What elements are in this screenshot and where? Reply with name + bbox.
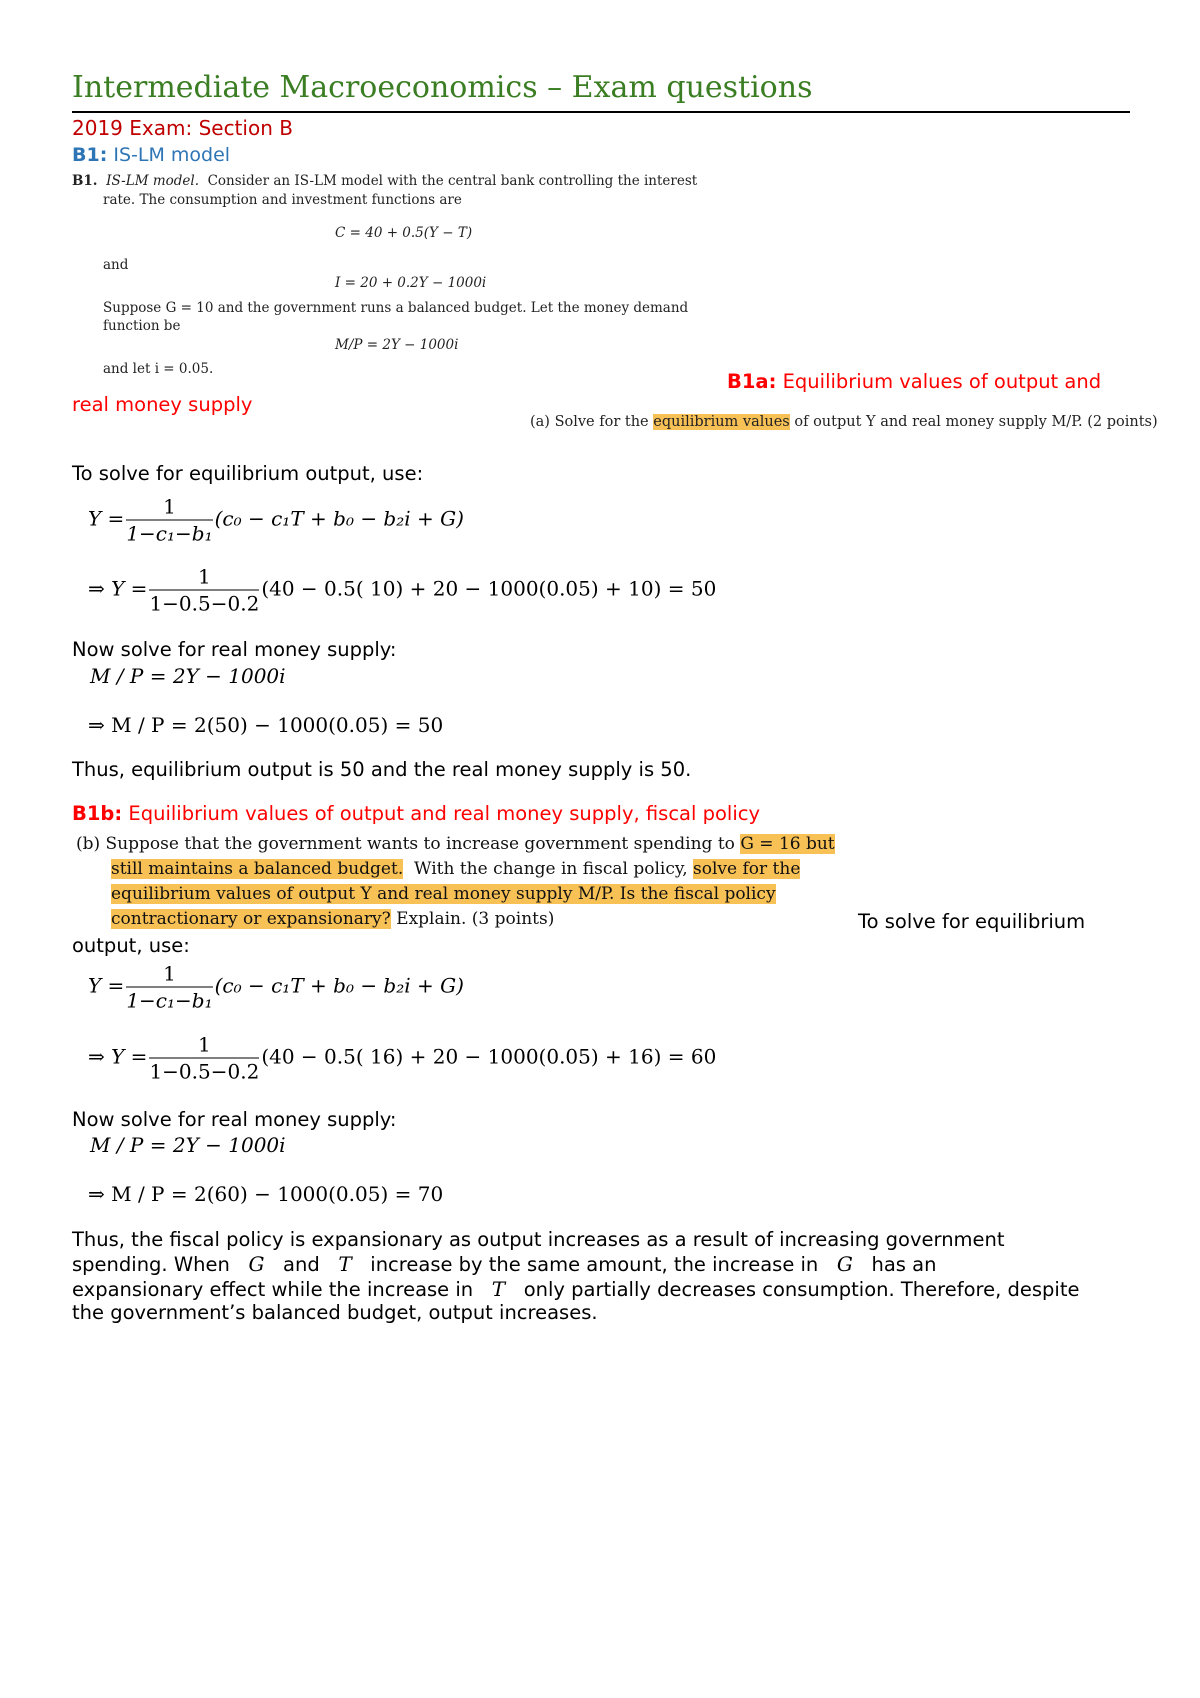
question-suppose-line-1: Suppose G = 10 and the government runs a balanced budget. Let the money demand (103, 300, 689, 316)
b1a-general-formula: Y = $\frac{1}{\text{1−c₁−b₁}}$ (c₀ − c₁T + b₀ − b₂i + G) (88, 494, 464, 546)
b1b-intro-line-2: output, use: (72, 934, 190, 957)
b1b-label: B1b: (72, 802, 123, 825)
b1a-money-equation: M / P = 2Y − 1000i (90, 664, 286, 688)
b1b-output-calculation: ⇒ Y = $\frac{1}{1-0.5-0.2}$ (40 − 0.5( 16) + 20 − 1000(0.05) + 16) = 60 (88, 1032, 717, 1084)
b1b-general-fraction: $\frac{1}{\text{1−c₁−b₁}}$ (126, 961, 213, 1013)
b1b-conclusion-line-1: Thus, the fiscal policy is expansionary as output increases as a result of increasing government (72, 1228, 1005, 1251)
question-part-b-line-3: equilibrium values of output Y and real money supply M/P. Is the fiscal policy (111, 884, 776, 904)
question-part-b-line-4: contractionary or expansionary? Explain. (3 points) (111, 909, 555, 929)
b1-label: B1: (72, 144, 108, 166)
part-a-highlight: equilibrium values (653, 414, 790, 430)
b1a-money-calculation: ⇒ M / P = 2(50) − 1000(0.05) = 50 (88, 713, 444, 737)
question-and: and (103, 257, 129, 273)
question-suppose-line-2: function be (103, 318, 181, 334)
consumption-equation: C = 40 + 0.5(Y − T) (335, 225, 473, 241)
b1a-conclusion: Thus, equilibrium output is 50 and the real money supply is 50. (72, 758, 692, 781)
question-label: B1. (72, 173, 98, 189)
b1-heading (72, 144, 230, 166)
section-heading: 2019 Exam: Section B (72, 116, 293, 140)
b1b-heading: B1b: Equilibrium values of output and real money supply, fiscal policy (72, 802, 761, 825)
money-demand-equation: M/P = 2Y − 1000i (335, 337, 459, 353)
b1a-intro: To solve for equilibrium output, use: (72, 462, 424, 485)
question-part-b-line-1: (b) Suppose that the government wants to increase government spending to G = 16 but (76, 834, 835, 854)
question-intro-line-2: rate. The consumption and investment functions are (103, 192, 462, 208)
b1a-heading-line-2: real money supply (72, 393, 253, 416)
b1a-output-calculation: ⇒ Y = $\frac{1}{1-0.5-0.2}$ (40 − 0.5( 10) + 20 − 1000(0.05) + 10) = 50 (88, 564, 717, 616)
question-part-a: (a) Solve for the equilibrium values of output Y and real money supply M/P. (2 points) (530, 414, 1158, 430)
b1a-label: B1a: (727, 370, 777, 393)
question-let-i: and let i = 0.05. (103, 361, 214, 377)
b1b-money-calculation: ⇒ M / P = 2(60) − 1000(0.05) = 70 (88, 1182, 444, 1206)
title-divider (72, 111, 1130, 113)
question-title: IS-LM model. (106, 173, 199, 189)
b1a-heading-line-1: B1a: Equilibrium values of output and (727, 370, 1102, 393)
b1a-money-intro: Now solve for real money supply: (72, 638, 397, 661)
general-fraction: $\frac{1}{\text{1−c₁−b₁}}$ (126, 494, 213, 546)
b1b-conclusion-line-3: expansionary effect while the increase in T only partially decreases consumption. Therefore, despite (72, 1277, 1080, 1301)
b1b-general-formula: Y = $\frac{1}{\text{1−c₁−b₁}}$ (c₀ − c₁T + b₀ − b₂i + G) (88, 961, 464, 1013)
b1b-intro-line-1: To solve for equilibrium (858, 910, 1086, 933)
calc-fraction: $\frac{1}{1-0.5-0.2}$ (149, 564, 260, 616)
b1-title: IS-LM model (113, 144, 231, 166)
question-part-b-line-2: still maintains a balanced budget. With the change in fiscal policy, solve for the (111, 859, 801, 879)
b1b-calc-fraction: $\frac{1}{1-0.5-0.2}$ (149, 1032, 260, 1084)
b1b-money-intro: Now solve for real money supply: (72, 1108, 397, 1131)
b1b-conclusion-line-2: spending. When G and T increase by the same amount, the increase in G has an (72, 1252, 937, 1276)
b1b-money-equation: M / P = 2Y − 1000i (90, 1133, 286, 1157)
b1b-conclusion-line-4: the government’s balanced budget, output increases. (72, 1301, 598, 1324)
question-intro-line-1: B1. IS-LM model. Consider an IS-LM model with the central bank controlling the interest (72, 173, 698, 189)
investment-equation: I = 20 + 0.2Y − 1000i (335, 275, 487, 291)
page-title: Intermediate Macroeconomics – Exam questions (72, 70, 813, 105)
